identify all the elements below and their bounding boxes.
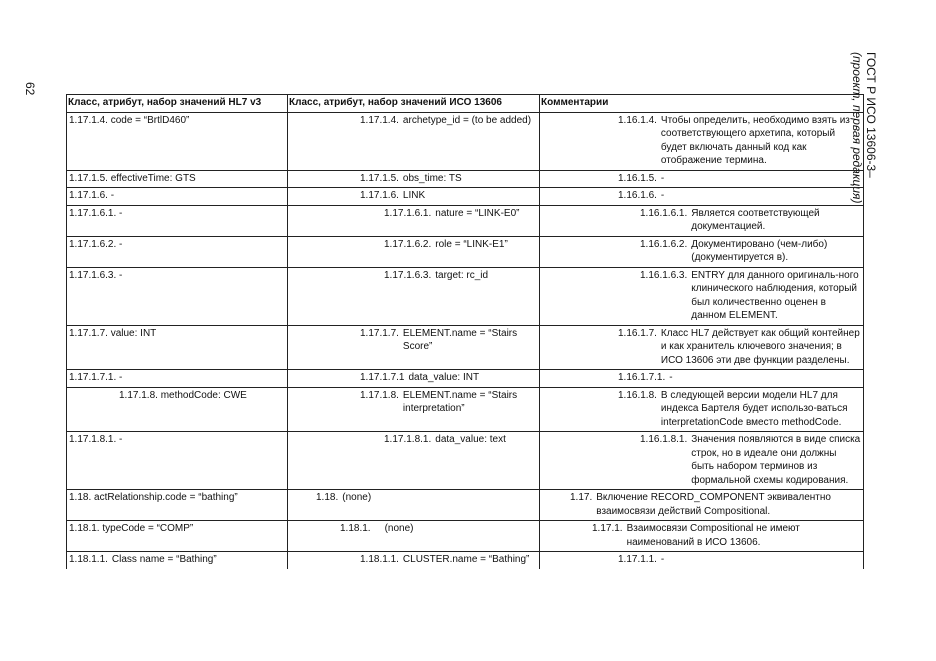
comment-text: - — [660, 172, 665, 184]
comment-cell — [540, 552, 864, 570]
table-row — [67, 370, 864, 388]
hl7-text: 1.18. actRelationship.code = “bathing” — [69, 492, 238, 503]
hl7-text: 1.17.1.4. code = “BrtlD460” — [69, 114, 190, 126]
hl7-text: 1.17.1.6.3. - — [69, 269, 123, 281]
iso-text: obs_time: TS — [402, 172, 462, 184]
iso-num: 1.18. — [316, 492, 339, 503]
table-row — [67, 170, 864, 188]
hl7-cell — [67, 236, 288, 267]
hl7-text: 1.17.1.7.1. - — [69, 372, 123, 383]
iso-cell — [288, 325, 540, 370]
iso-num: 1.17.1.6. — [360, 190, 399, 201]
iso-num: 1.17.1.6.1. — [384, 207, 432, 219]
hl7-text: 1.17.1.6.1. - — [69, 207, 123, 219]
comment-num: 1.16.1.7.1. — [618, 372, 666, 383]
iso-cell — [288, 370, 540, 388]
comment-text: Значения появляются в виде списка строк, но в идеале они должны быть набором терминов из формальной схемы кодирования. — [691, 434, 861, 486]
hl7-cell — [67, 205, 288, 236]
comment-text: Класс HL7 действует как общий контейнер и как хранитель ключевого значения; в ИСО 13606 эти две функции разделены. — [660, 327, 860, 366]
comment-text: - — [660, 554, 665, 565]
hl7-text: 1.17.1.8. methodCode: CWE — [119, 389, 247, 401]
hl7-cell — [67, 188, 288, 206]
comment-num: 1.16.1.6.2. — [640, 238, 688, 250]
iso-cell — [288, 188, 540, 206]
comment-text: Чтобы определить, необходимо взять из соответствующего архетипа, который будет включать данный код как отображение термина. — [660, 114, 850, 166]
iso-num: 1.17.1.6.3. — [384, 269, 432, 281]
hl7-text: 1.18.1. typeCode = “COMP” — [69, 523, 194, 534]
comment-cell — [540, 112, 864, 170]
column-header-hl7: Класс, атрибут, набор значений HL7 v3 — [67, 95, 288, 113]
comment-cell — [540, 370, 864, 388]
hl7-text: 1.17.1.6. - — [69, 190, 115, 201]
hl7-text: 1.17.1.7. value: INT — [69, 327, 157, 339]
hl7-cell — [67, 170, 288, 188]
table-row — [67, 325, 864, 370]
iso-cell — [288, 170, 540, 188]
table-header-row — [67, 95, 864, 113]
standard-designation: ГОСТ Р ИСО 13606-3– — [864, 52, 878, 178]
iso-num: 1.17.1.6.2. — [384, 238, 432, 250]
iso-cell — [288, 490, 540, 521]
iso-num: 1.17.1.7. — [360, 327, 399, 339]
comment-num: 1.16.1.5. — [618, 172, 657, 184]
iso-cell — [288, 112, 540, 170]
iso-cell — [288, 521, 540, 552]
iso-num: 1.17.1.7.1 — [360, 372, 405, 383]
iso-text: (none) — [384, 523, 414, 534]
table-row — [67, 387, 864, 432]
comment-text: В следующей версии модели HL7 для индекса Бартеля будет использо-ваться interpretationCode вместо methodCode. — [660, 389, 848, 428]
comment-text: - — [660, 190, 665, 201]
comment-text: Взаимосвязи Compositional не имеют наименований в ИСО 13606. — [626, 523, 800, 548]
comment-cell — [540, 267, 864, 325]
comment-cell — [540, 432, 864, 490]
iso-cell — [288, 236, 540, 267]
comment-num: 1.16.1.8.1. — [640, 434, 688, 445]
iso-text: ELEMENT.name = “Stairs Score” — [402, 327, 518, 352]
table-row — [67, 188, 864, 206]
iso-cell — [288, 432, 540, 490]
table-row — [67, 432, 864, 490]
iso-num: 1.18.1. — [340, 523, 371, 534]
hl7-cell — [67, 112, 288, 170]
iso-num: 1.17.1.8. — [360, 389, 399, 401]
hl7-cell — [67, 432, 288, 490]
table-row — [67, 552, 864, 570]
iso-text: LINK — [402, 190, 426, 201]
comment-num: 1.17.1.1. — [618, 554, 657, 565]
hl7-text: Class name = “Bathing” — [111, 554, 217, 565]
iso-text: (none) — [342, 492, 372, 503]
comment-cell — [540, 170, 864, 188]
hl7-cell — [67, 370, 288, 388]
iso-num: 1.17.1.5. — [360, 172, 399, 184]
comment-num: 1.16.1.7. — [618, 327, 657, 339]
table-row — [67, 112, 864, 170]
comment-text: Является соответствующей документацией. — [691, 207, 820, 232]
comment-num: 1.16.1.6.1. — [640, 207, 688, 219]
comment-cell — [540, 188, 864, 206]
hl7-cell — [67, 325, 288, 370]
table-row — [67, 236, 864, 267]
comment-cell — [540, 236, 864, 267]
mapping-table — [66, 94, 864, 569]
iso-cell — [288, 267, 540, 325]
hl7-num: 1.18.1.1. — [69, 554, 108, 565]
column-header-comments: Комментарии — [540, 95, 864, 113]
page-number: 62 — [23, 82, 37, 96]
iso-text: nature = “LINK-E0” — [435, 207, 520, 219]
iso-text: CLUSTER.name = “Bathing” — [402, 554, 530, 565]
iso-text: data_value: INT — [408, 372, 480, 383]
comment-cell — [540, 205, 864, 236]
comment-num: 1.17. — [570, 492, 593, 503]
hl7-cell — [67, 267, 288, 325]
hl7-cell — [67, 521, 288, 552]
comment-cell — [540, 387, 864, 432]
hl7-cell — [67, 490, 288, 521]
hl7-text: 1.17.1.6.2. - — [69, 238, 123, 250]
iso-cell — [288, 387, 540, 432]
iso-num: 1.17.1.4. — [360, 114, 399, 126]
iso-text: role = “LINK-E1” — [435, 238, 508, 250]
comment-cell — [540, 490, 864, 521]
table-row — [67, 490, 864, 521]
iso-text: ELEMENT.name = “Stairs interpretation” — [402, 389, 518, 414]
hl7-cell — [67, 552, 288, 570]
column-header-iso: Класс, атрибут, набор значений ИСО 13606 — [288, 95, 540, 113]
hl7-text: 1.17.1.5. effectiveTime: GTS — [69, 172, 196, 184]
iso-text: archetype_id = (to be added) — [402, 114, 532, 126]
table-row — [67, 267, 864, 325]
comment-text: ENTRY для данного оригиналь-ного клинического наблюдения, который был количественно оценен в данном ELEMENT. — [691, 269, 859, 321]
comment-num: 1.16.1.8. — [618, 389, 657, 401]
comment-num: 1.16.1.6. — [618, 190, 657, 201]
comment-cell — [540, 325, 864, 370]
iso-cell — [288, 205, 540, 236]
iso-text: target: rc_id — [435, 269, 489, 281]
hl7-text: 1.17.1.8.1. - — [69, 434, 123, 445]
comment-num: 1.16.1.6.3. — [640, 269, 688, 281]
comment-num: 1.16.1.4. — [618, 114, 657, 126]
comment-text: Включение RECORD_COMPONENT эквивалентно взаимосвязи действий Compositional. — [596, 492, 831, 517]
iso-cell — [288, 552, 540, 570]
comment-cell — [540, 521, 864, 552]
hl7-cell — [67, 387, 288, 432]
table-row — [67, 521, 864, 552]
iso-num: 1.18.1.1. — [360, 554, 399, 565]
comment-text: - — [669, 372, 673, 383]
draft-note: (проект, первая редакция) — [850, 52, 864, 204]
table-row — [67, 205, 864, 236]
comment-text: Документировано (чем-либо) (документируется в). — [691, 238, 828, 263]
iso-text: data_value: text — [435, 434, 506, 445]
iso-num: 1.17.1.8.1. — [384, 434, 432, 445]
comment-num: 1.17.1. — [592, 523, 623, 534]
